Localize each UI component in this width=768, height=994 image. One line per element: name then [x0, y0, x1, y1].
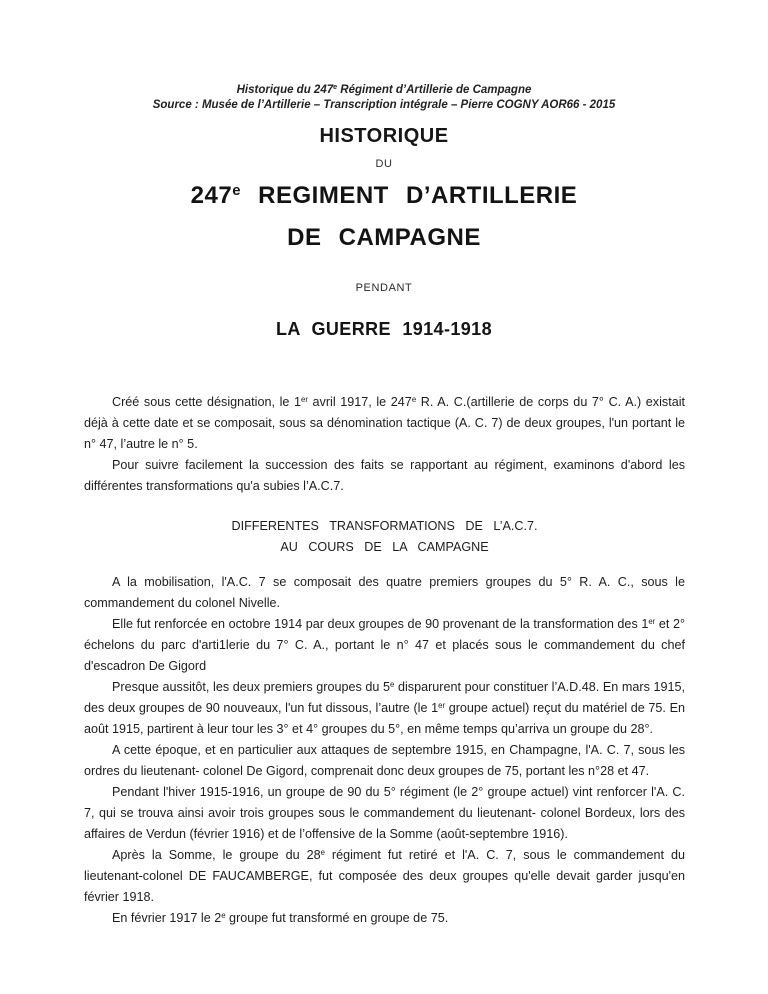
- paragraph-mobilisation: A la mobilisation, l'A.C. 7 se composait des quatre premiers groupes du 5° R. A. C., sous le commandement du colonel Nivelle.: [84, 575, 685, 610]
- paragraph-creation: Créé sous cette désignation, le 1er avril 1917, le 247e R. A. C.(artillerie de corps du 7° C. A.) existait déjà à cette date et se composait, sous sa dénomination tactique (A. C. 7) de deux groupes, l'un portant le n° 47, l’autre le n° 5.: [84, 394, 685, 451]
- paragraph-champagne-1915: A cette époque, et en particulier aux attaques de septembre 1915, en Champagne, l'A. C. 7, sous les ordres du lieutenant- colonel De Gigord, comprenait donc deux groupes de 75, portant les n°28 et 47.: [84, 743, 685, 778]
- title-historique: HISTORIQUE: [319, 125, 449, 147]
- title-regiment: 247e REGIMENT D’ARTILLERIE: [190, 182, 578, 209]
- document-body: [84, 392, 685, 929]
- document-header: [0, 83, 768, 340]
- paragraph-apres-la-somme: Après la Somme, le groupe du 28e régiment fut retiré et l'A. C. 7, sous le commandement du lieutenant-colonel DE FAUCAMBERGE, fut composée des deux groupes qu'elle devait garder jusqu'en février 1918.: [84, 847, 685, 904]
- paragraph-fevrier-1917: En février 1917 le 2e groupe fut transformé en groupe de 75.: [112, 910, 449, 925]
- paragraph-purpose: Pour suivre facilement la succession des faits se rapportant au régiment, examinons d'abord les différentes transformations qu'a subies l’A.C.7.: [84, 458, 685, 493]
- paragraph-1915: Presque aussitôt, les deux premiers groupes du 5e disparurent pour constituer l’A.D.48. En mars 1915, des deux groupes de 90 nouveaux, l'un fut dissous, l’autre (le 1er groupe actuel) reçut du matériel de 75. En août 1915, partirent à leur tour les 3° et 4° groupes du 5°, en même temps qu’arriva un groupe du 28°.: [84, 679, 685, 736]
- title-campagne: DE CAMPAGNE: [287, 224, 481, 251]
- title-du: DU: [375, 158, 393, 170]
- paragraph-hiver-1915-1916: Pendant l'hiver 1915-1916, un groupe de 90 du 5° régiment (le 2° groupe actuel) vint renforcer l'A. C. 7, qui se trouva ainsi avoir trois groupes sous le commandement du lieutenant- colonel Bordeux, lors des affaires de Verdun (février 1916) et de l’offensive de la Somme (août-septembre 1916).: [84, 785, 685, 841]
- section-heading: [84, 516, 685, 558]
- paragraph-octobre-1914: Elle fut renforcée en octobre 1914 par deux groupes de 90 provenant de la transformation des 1er et 2° échelons du parc d'arti1lerie du 7° C. A., portant le n° 47 et placés sous le commandement du chef d'escadron De Gigord: [84, 616, 686, 673]
- section-heading-line-2: AU COURS DE LA CAMPAGNE: [280, 540, 489, 554]
- section-heading-line-1: DIFFERENTES TRANSFORMATIONS DE L’A.C.7.: [231, 519, 538, 533]
- source-credit-line: Source : Musée de l’Artillerie – Transcription intégrale – Pierre COGNY AOR66 - 2015: [152, 99, 616, 111]
- source-title-line: Historique du 247e Régiment d’Artillerie de Campagne: [236, 83, 532, 96]
- subtitle-pendant: PENDANT: [355, 282, 413, 294]
- subtitle-guerre: LA GUERRE 1914-1918: [275, 319, 493, 339]
